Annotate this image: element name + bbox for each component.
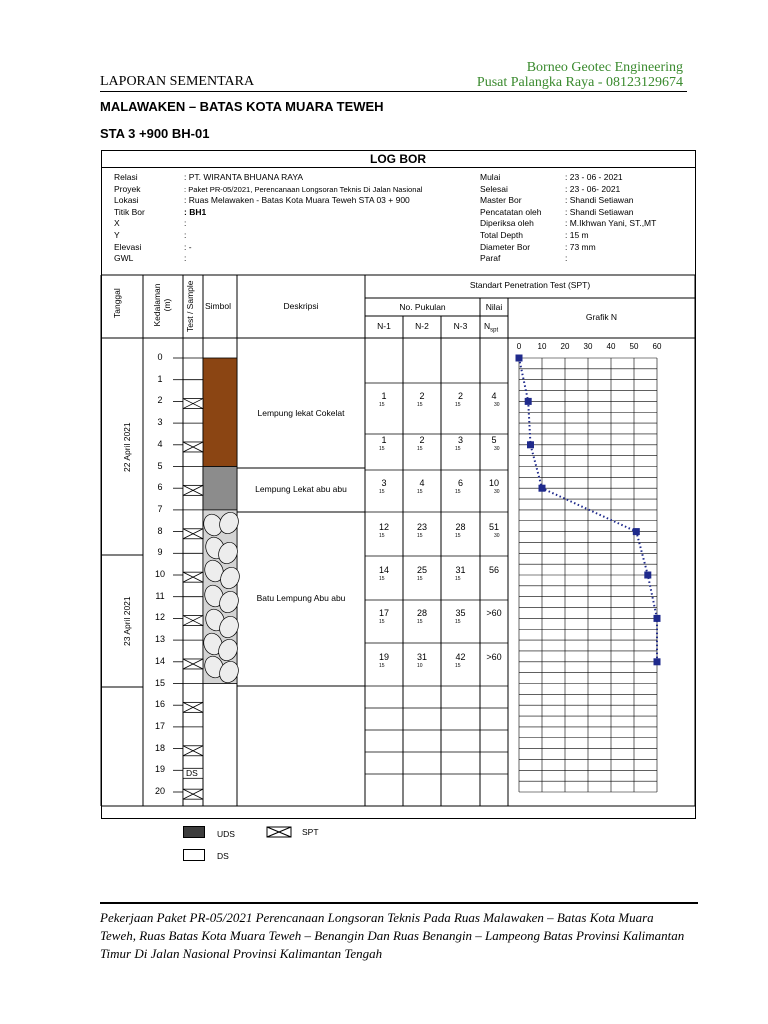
date-23-april: 23 April 2021: [122, 596, 132, 646]
info-left-label: Relasi: [114, 172, 138, 182]
info-left-value: :: [184, 253, 187, 264]
spt-value: 1: [381, 391, 387, 402]
footer-text: Pekerjaan Paket PR-05/2021 Perencanaan Longsoran Teknis Pada Ruas Malawaken – Batas Kota Muara Teweh, Ruas Batas Kota Muara Teweh – Benangin Dan Ruas Benangin – Lampeong Batas Provinsi Kalimantan Timur Di Jalan Nasional Provinsi Kalimantan Tengah: [100, 910, 685, 961]
spt-penetration: 10: [417, 662, 423, 669]
info-left-label: Elevasi: [114, 241, 142, 252]
spt-swatch-icon: [266, 826, 292, 839]
info-right-label: Selesai: [480, 183, 508, 194]
spt-value: 25: [416, 565, 427, 575]
info-left-label: GWL: [114, 253, 134, 264]
info-left-label: Proyek: [114, 183, 141, 194]
depth-label: 12: [154, 612, 165, 623]
layer-brown-clay: [203, 358, 237, 467]
spt-value: >60: [486, 608, 502, 619]
col-no-pukulan: No. Pukulan: [399, 302, 446, 312]
info-right-label: Diperiksa oleh: [480, 218, 534, 229]
spt-value: 56: [488, 565, 499, 575]
depth-label: 16: [154, 699, 165, 710]
spt-penetration: 15: [417, 532, 423, 539]
report-label: LAPORAN SEMENTARA: [100, 74, 255, 89]
spt-sample-icon: [183, 789, 203, 799]
info-left-label: Titik Bor: [114, 206, 145, 217]
depth-label: 5: [157, 460, 163, 471]
info-right-label: Total Depth: [480, 230, 523, 240]
spt-value: 51: [488, 521, 499, 532]
grafik-n-point: [525, 398, 532, 405]
company-contact: Pusat Palangka Raya - 08123129674: [476, 75, 683, 90]
spt-sample-icon: [183, 616, 203, 626]
info-right-value: : M.Ikhwan Yani, ST.,MT: [565, 218, 657, 229]
spt-penetration: 15: [379, 489, 385, 496]
date-22-april: 22 April 2021: [122, 422, 132, 472]
spt-sample-icon: [183, 485, 203, 495]
info-left-value: : Ruas Melawaken - Batas Kota Muara Teweh STA 03 + 900: [184, 195, 410, 206]
depth-label: 6: [157, 482, 163, 493]
chart-tick-label: 50: [629, 342, 639, 351]
depth-label: 19: [154, 764, 165, 775]
info-right-value: : 23 - 06- 2021: [565, 183, 621, 194]
spt-value: 4: [419, 478, 425, 489]
spt-value: 3: [457, 434, 463, 445]
spt-sample-icon: [183, 572, 203, 582]
ds-label: DS: [186, 768, 198, 779]
col-simbol: Simbol: [205, 301, 231, 311]
depth-label: 7: [157, 503, 163, 514]
spt-penetration: 15: [379, 619, 385, 626]
spt-value: 5: [491, 434, 497, 445]
depth-label: 0: [157, 352, 163, 362]
spt-value: >60: [486, 651, 502, 662]
spt-penetration: 15: [417, 402, 423, 409]
depth-label: 11: [155, 590, 165, 601]
footer-rule: [100, 902, 698, 904]
info-right-label: Master Bor: [480, 195, 522, 206]
info-left-label: Y: [114, 230, 120, 240]
chart-tick-label: 0: [516, 342, 522, 351]
info-left-value: :: [184, 230, 187, 240]
grafik-n-point: [527, 441, 534, 448]
col-n2: N-2: [415, 321, 429, 331]
spt-penetration: 30: [494, 489, 500, 496]
depth-label: 1: [157, 373, 163, 384]
chart-tick-label: 10: [537, 342, 547, 351]
col-n1: N-1: [377, 321, 391, 331]
spt-sample-icon: [183, 399, 203, 409]
info-right-value: : Shandi Setiawan: [565, 195, 634, 206]
spt-penetration: 15: [417, 619, 423, 626]
grafik-n-point: [516, 355, 523, 362]
spt-sample-icon: [183, 659, 203, 669]
spt-value: 2: [457, 391, 463, 402]
depth-label: 18: [154, 742, 165, 753]
col-grafik: Grafik N: [585, 312, 618, 322]
spt-value: 2: [419, 391, 425, 402]
spt-penetration: 30: [494, 532, 500, 539]
depth-label: 9: [157, 547, 163, 558]
grafik-n-point: [644, 572, 651, 579]
chart-tick-label: 30: [583, 342, 593, 351]
layer-gray-clay: [203, 467, 237, 510]
project-title: MALAWAKEN – BATAS KOTA MUARA TEWEH: [100, 99, 384, 114]
spt-penetration: 30: [494, 445, 500, 452]
grafik-n-point: [633, 528, 640, 535]
info-right-value: : 23 - 06 - 2021: [565, 172, 623, 182]
spt-penetration: 15: [379, 662, 385, 669]
spt-sample-icon: [183, 442, 203, 452]
spt-sample-icon: [183, 746, 203, 756]
spt-value: 28: [416, 608, 427, 619]
spt-penetration: 15: [455, 445, 461, 452]
spt-penetration: 30: [494, 402, 500, 409]
spt-value: 14: [378, 565, 389, 575]
chart-tick-label: 20: [560, 342, 570, 351]
info-right-value: :: [565, 253, 568, 264]
depth-label: 3: [157, 417, 163, 428]
chart-tick-label: 60: [652, 342, 662, 351]
ds-swatch: [183, 849, 205, 861]
grafik-n-point: [539, 485, 546, 492]
info-left-value: : -: [184, 241, 192, 252]
description-text: Batu Lempung Abu abu: [256, 593, 346, 603]
spt-penetration: 15: [379, 532, 385, 539]
company-name: Borneo Geotec Engineering: [526, 60, 683, 75]
col-spt-title: Standart Penetration Test (SPT): [469, 280, 591, 290]
spt-penetration: 15: [379, 445, 385, 452]
spt-penetration: 15: [455, 532, 461, 539]
info-left-value: : Paket PR-05/2021, Perencanaan Longsoran Teknis Di Jalan Nasional: [184, 184, 423, 194]
uds-swatch: [183, 826, 205, 838]
log-title: LOG BOR: [370, 152, 426, 166]
grafik-n-point: [654, 615, 661, 622]
spt-value: 28: [455, 521, 466, 532]
spt-penetration: 15: [379, 402, 385, 409]
spt-value: 31: [455, 565, 466, 575]
spt-sample-icon: [183, 702, 203, 712]
info-left-value: : PT. WIRANTA BHUANA RAYA: [184, 172, 304, 182]
description-text: Lempung Lekat abu abu: [255, 484, 347, 494]
spt-value: 17: [378, 608, 389, 619]
spt-value: 10: [488, 478, 499, 489]
station-title: STA 3 +900 BH-01: [100, 126, 210, 141]
grafik-n-point: [654, 658, 661, 665]
info-left-label: X: [114, 218, 120, 229]
info-left-value: : BH1: [184, 206, 207, 217]
spt-penetration: 15: [455, 662, 461, 669]
depth-label: 15: [154, 677, 165, 688]
chart-tick-label: 40: [606, 342, 616, 351]
info-left-label: Lokasi: [114, 195, 139, 206]
depth-label: 14: [154, 655, 165, 666]
depth-label: 20: [154, 786, 165, 796]
depth-label: 10: [154, 569, 165, 579]
info-right-value: : 15 m: [565, 230, 589, 240]
spt-value: 31: [416, 651, 427, 662]
description-text: Lempung lekat Cokelat: [257, 408, 345, 418]
spt-value: 1: [381, 434, 387, 445]
col-kedalaman: Kedalaman (m): [152, 283, 172, 327]
info-right-label: Diameter Bor: [480, 241, 531, 252]
spt-value: 42: [455, 651, 466, 662]
col-deskripsi: Deskripsi: [283, 301, 319, 311]
depth-label: 8: [157, 525, 163, 536]
col-nspt: $N_{spt}$: [484, 321, 499, 334]
spt-penetration: 15: [455, 402, 461, 409]
spt-value: 12: [378, 521, 389, 532]
info-right-label: Pencatatan oleh: [480, 206, 542, 217]
legend-spt: SPT: [302, 827, 319, 837]
depth-label: 4: [157, 438, 163, 449]
info-right-value: : Shandi Setiawan: [565, 206, 634, 217]
col-test-sample: Test / Sample: [185, 280, 195, 332]
col-n3: N-3: [453, 321, 468, 331]
info-left-value: :: [184, 218, 187, 229]
col-nilai: Nilai: [485, 302, 503, 312]
col-tanggal: Tanggal: [112, 288, 122, 318]
spt-value: 23: [416, 521, 427, 532]
spt-value: 2: [419, 434, 425, 445]
spt-penetration: 15: [455, 576, 461, 582]
info-right-label: Mulai: [480, 172, 501, 182]
spt-penetration: 15: [455, 619, 461, 626]
spt-penetration: 15: [455, 489, 461, 496]
depth-label: 17: [154, 720, 165, 731]
spt-value: 35: [455, 608, 466, 619]
spt-value: 6: [457, 478, 463, 489]
spt-value: 3: [381, 478, 387, 489]
spt-penetration: 15: [379, 576, 385, 582]
spt-value: 4: [491, 391, 497, 402]
spt-sample-icon: [183, 529, 203, 539]
spt-value: 19: [378, 651, 389, 662]
info-right-value: : 73 mm: [565, 241, 596, 252]
spt-penetration: 15: [417, 489, 423, 496]
depth-label: 2: [157, 395, 163, 406]
spt-penetration: 15: [417, 576, 423, 582]
info-right-label: Paraf: [480, 253, 501, 264]
spt-penetration: 15: [417, 445, 423, 452]
depth-label: 13: [154, 634, 165, 645]
legend-ds: DS: [217, 851, 229, 861]
legend-uds: UDS: [217, 829, 235, 839]
